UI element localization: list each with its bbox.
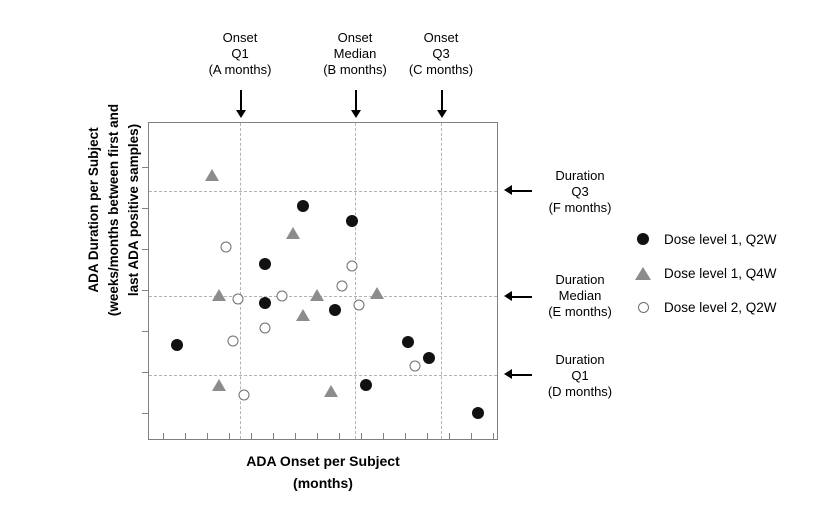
data-point [346, 215, 358, 227]
y-axis-title-line3: last ADA positive samples) [126, 123, 141, 297]
data-point [324, 385, 338, 397]
data-point [260, 323, 271, 334]
annotation-duration-q3-line2: Q3 [571, 184, 589, 199]
x-tick [251, 433, 252, 440]
x-tick [361, 433, 362, 440]
x-tick [493, 433, 494, 440]
legend-label: Dose level 1, Q4W [664, 265, 777, 281]
data-point [410, 361, 421, 372]
legend-marker-circle-filled-icon [632, 233, 654, 245]
gridline-onset-median [355, 123, 356, 439]
annotation-duration-median [532, 272, 628, 320]
gridline-onset-q3 [441, 123, 442, 439]
data-point [205, 169, 219, 181]
x-tick [229, 433, 230, 440]
y-tick [142, 372, 149, 373]
annotation-onset-q1-line3: (A months) [208, 62, 272, 77]
legend-marker-circle-open-icon [632, 302, 654, 313]
annotation-duration-median-line2: Median [558, 288, 602, 303]
data-point [233, 294, 244, 305]
gridline-duration-q1 [149, 375, 497, 376]
x-tick [207, 433, 208, 440]
x-axis-title-line1: ADA Onset per Subject [246, 453, 400, 469]
annotation-onset-q1 [180, 30, 300, 78]
annotation-onset-median-line2: Median [333, 46, 377, 61]
data-point [354, 300, 365, 311]
x-tick [185, 433, 186, 440]
annotation-duration-q1-line2: Q1 [571, 368, 589, 383]
x-tick [383, 433, 384, 440]
x-tick [273, 433, 274, 440]
data-point [212, 379, 226, 391]
annotation-onset-q1-line2: Q1 [231, 46, 249, 61]
data-point [286, 227, 300, 239]
data-point [423, 352, 435, 364]
y-axis-title [84, 50, 144, 370]
data-point [310, 289, 324, 301]
data-point [329, 304, 341, 316]
data-point [259, 297, 271, 309]
x-tick [449, 433, 450, 440]
data-point [259, 258, 271, 270]
legend-item-dose1-q2w [632, 222, 812, 256]
data-point [370, 287, 384, 299]
annotation-duration-q1-line1: Duration [555, 352, 605, 367]
annotation-duration-q3-line3: (F months) [548, 200, 612, 215]
data-point [277, 291, 288, 302]
y-tick [142, 413, 149, 414]
annotation-onset-q3-line1: Onset [423, 30, 459, 45]
data-point [171, 339, 183, 351]
legend-label: Dose level 2, Q2W [664, 299, 777, 315]
data-point [347, 261, 358, 272]
annotation-onset-median-line1: Onset [337, 30, 373, 45]
x-tick [427, 433, 428, 440]
x-tick [471, 433, 472, 440]
y-axis-title-line1: ADA Duration per Subject [86, 127, 101, 293]
annotation-onset-q1-line1: Onset [222, 30, 258, 45]
annotation-duration-q3-line1: Duration [555, 168, 605, 183]
x-axis-title [148, 450, 498, 494]
annotation-onset-q3 [381, 30, 501, 78]
data-point [402, 336, 414, 348]
x-axis-title-line2: (months) [293, 475, 353, 491]
legend-item-dose1-q4w [632, 256, 812, 290]
x-tick [163, 433, 164, 440]
data-point [360, 379, 372, 391]
annotation-duration-median-line3: (E months) [548, 304, 612, 319]
annotation-duration-q1 [532, 352, 628, 400]
gridline-duration-q3 [149, 191, 497, 192]
data-point [212, 289, 226, 301]
annotation-duration-median-line1: Duration [555, 272, 605, 287]
annotation-onset-q3-line2: Q3 [432, 46, 450, 61]
x-tick [339, 433, 340, 440]
legend-marker-triangle-icon [632, 267, 654, 280]
x-tick [317, 433, 318, 440]
x-tick [405, 433, 406, 440]
data-point [337, 281, 348, 292]
legend-item-dose2-q2w [632, 290, 812, 324]
data-point [296, 309, 310, 321]
legend [632, 222, 812, 324]
x-tick [295, 433, 296, 440]
data-point [297, 200, 309, 212]
data-point [221, 242, 232, 253]
annotation-duration-q1-line3: (D months) [547, 384, 613, 399]
data-point [228, 336, 239, 347]
legend-label: Dose level 1, Q2W [664, 231, 777, 247]
annotation-onset-median-line3: (B months) [323, 62, 387, 77]
annotation-onset-q3-line3: (C months) [408, 62, 474, 77]
plot-area [148, 122, 498, 440]
data-point [239, 390, 250, 401]
data-point [472, 407, 484, 419]
y-axis-title-line2: (weeks/months between first and [106, 103, 121, 317]
annotation-duration-q3 [532, 168, 628, 216]
